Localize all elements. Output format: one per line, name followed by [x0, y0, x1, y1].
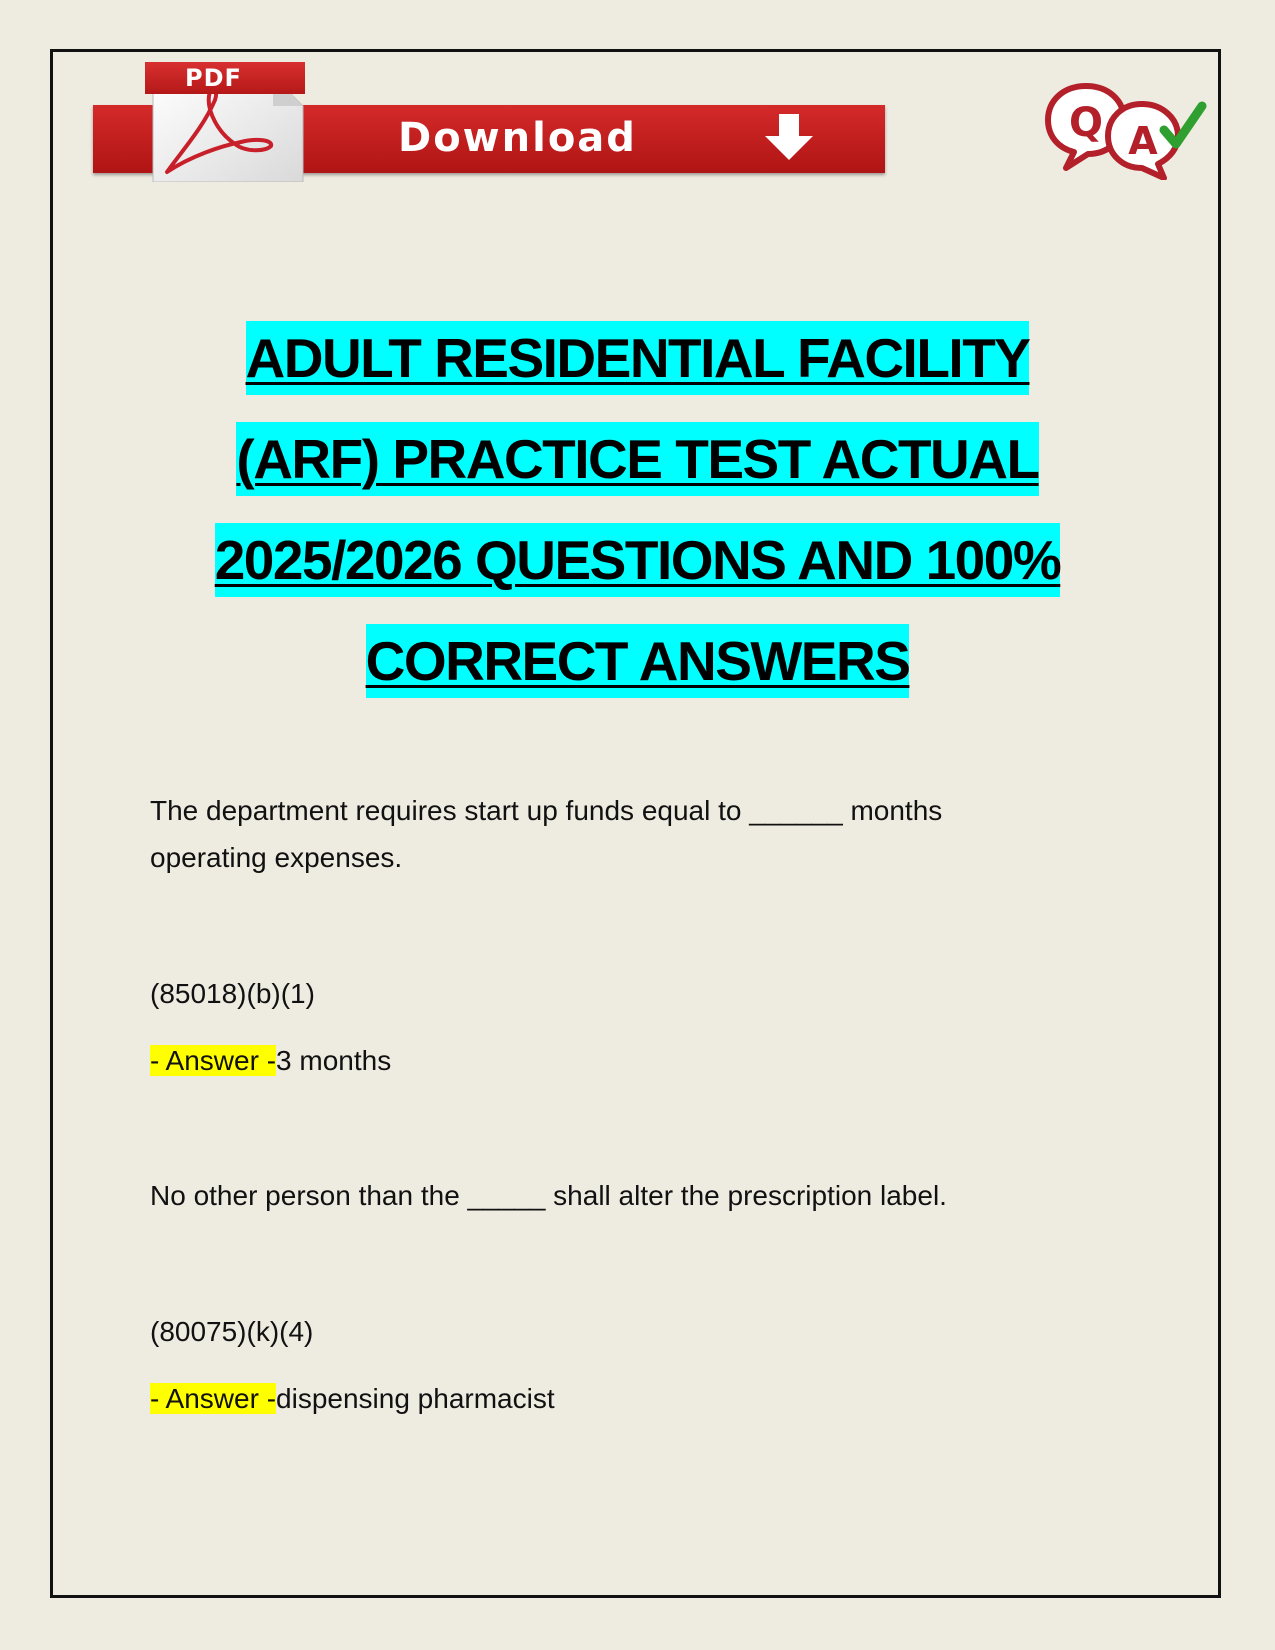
title-line-2: (ARF) PRACTICE TEST ACTUAL — [60, 409, 1215, 510]
question-2 — [150, 1172, 947, 1219]
answer-1 — [150, 1037, 391, 1084]
pdf-document-icon — [145, 60, 307, 182]
question-1-line-2: operating expenses. — [150, 842, 403, 873]
reference-1: (85018)(b)(1) — [150, 978, 315, 1009]
title-line-1: ADULT RESIDENTIAL FACILITY — [60, 308, 1215, 409]
a-letter: A — [1128, 119, 1158, 163]
qa-logo-icon — [1040, 78, 1210, 180]
title-line-4: CORRECT ANSWERS — [60, 611, 1215, 712]
pdf-tab — [145, 62, 305, 94]
answer-label: - Answer - — [150, 1383, 277, 1414]
pdf-label: PDF — [185, 64, 242, 92]
title-line-3: 2025/2026 QUESTIONS AND 100% — [60, 510, 1215, 611]
answer-1-text: 3 months — [276, 1045, 392, 1076]
answer-2 — [150, 1375, 555, 1422]
down-arrow-icon — [761, 112, 817, 164]
answer-label: - Answer - — [150, 1045, 277, 1076]
q-letter: Q — [1068, 100, 1104, 146]
question-2-line-1: No other person than the _____ shall alter the prescription label. — [150, 1180, 947, 1211]
pdf-download-banner[interactable] — [93, 60, 885, 182]
answer-2-text: dispensing pharmacist — [276, 1383, 555, 1414]
download-label: Download — [398, 115, 637, 161]
question-1 — [150, 787, 942, 881]
reference-2: (80075)(k)(4) — [150, 1316, 314, 1347]
document-title — [60, 308, 1215, 712]
question-1-line-1: The department requires start up funds equal to ______ months — [150, 795, 943, 826]
